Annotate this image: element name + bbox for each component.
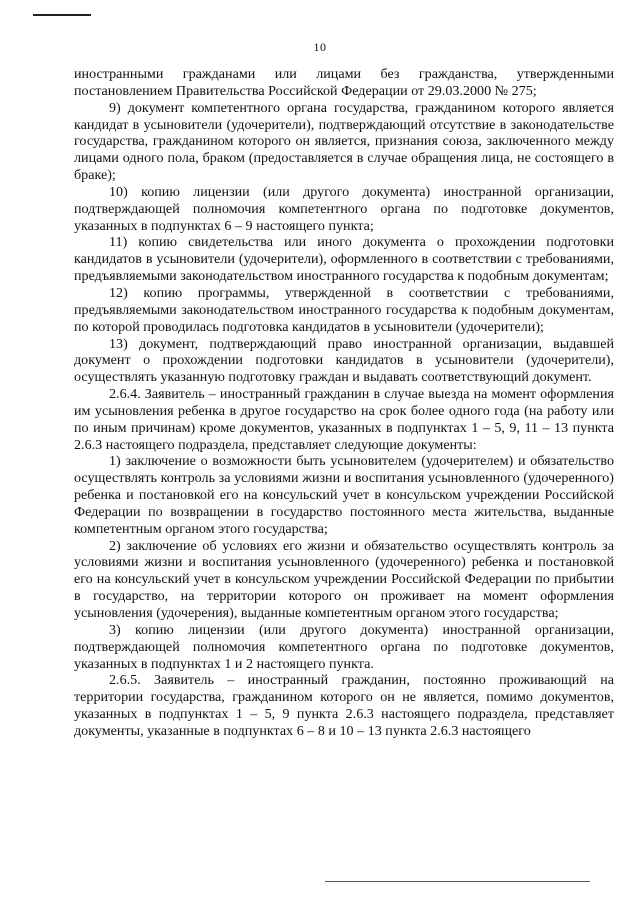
paragraph-item-13: 13) документ, подтверждающий право иностранной организации, выдавшей документ о прохождении подготовки кандидатов в усыновители (удочерители), осуществлять указанную подготовку граждан и выдавать соответствующий документ. (74, 335, 614, 386)
paragraph-item-12: 12) копию программы, утвержденной в соответствии с требованиями, предъявляемыми законодательством иностранного государства к подобным документам, по которой проводилась подготовка кандидатов в усыновители (удочерители); (74, 284, 614, 335)
paragraph-item-10: 10) копию лицензии (или другого документа) иностранной организации, подтверждающей полномочия компетентного органа по подготовке документов, указанных в подпунктах 6 – 9 настоящего пункта; (74, 183, 614, 234)
paragraph-item-11: 11) копию свидетельства или иного документа о прохождении подготовки кандидатов в усыновители (удочерители), оформленного в соответствии с требованиями, предъявляемыми законодательством иностранного государства к подобным документам; (74, 234, 614, 285)
paragraph-subitem-1: 1) заключение о возможности быть усыновителем (удочерителем) и обязательство осуществлять контроль за условиями жизни и воспитания усыновленного (удочеренного) ребенка и постановкой его на консульский учет в консульском учреждении Российской Федерации по возвращении в государство постоянного места жительства, выданные компетентным органом этого государства; (74, 453, 614, 537)
paragraph-subitem-3: 3) копию лицензии (или другого документа) иностранной организации, подтверждающей полномочия компетентного органа по подготовке документов, указанных в подпунктах 1 и 2 настоящего пункта. (74, 621, 614, 672)
paragraph-subitem-2: 2) заключение об условиях его жизни и обязательство осуществлять контроль за условиями жизни и воспитания усыновленного (удочеренного) ребенка и постановкой его на консульский учет в консульском учреждении Российской Федерации по прибытии в государство, на территории которого он проживает на момент оформления усыновления (удочерения), выданные компетентным органом этого государства; (74, 537, 614, 621)
top-rule (33, 14, 91, 16)
page-number: 10 (313, 40, 327, 54)
paragraph-item-9: 9) документ компетентного органа государства, гражданином которого является кандидат в усыновители (удочерители), подтверждающий отсутствие в законодательстве государства, гражданином которого он является, признания союза, заключенного между лицами одного пола, браком (предоставляется в случае обращения лица, не состоящего в браке); (74, 99, 614, 184)
paragraph-section-2-6-5: 2.6.5. Заявитель – иностранный гражданин, постоянно проживающий на территории государства, гражданином которого он не является, помимо документов, указанных в подпунктах 1 – 5, 9 пункта 2.6.3 настоящего подраздела, представляет документы, указанные в подпунктах 6 – 8 и 10 – 13 пункта 2.6.3 настоящего (74, 672, 614, 739)
document-body (74, 66, 614, 740)
bottom-rule (325, 881, 590, 882)
paragraph-section-2-6-4: 2.6.4. Заявитель – иностранный гражданин в случае выезда на момент оформления им усыновления ребенка в другое государство на срок более одного года (на работу или по иным причинам) кроме документов, указанных в подпунктах 1 – 5, 9, 11 – 13 пункта 2.6.3 настоящего подраздела, представляет следующие документы: (74, 386, 614, 453)
paragraph-continuation: иностранными гражданами или лицами без гражданства, утвержденными постановлением Правительства Российской Федерации от 29.03.2000 № 275; (74, 66, 614, 99)
